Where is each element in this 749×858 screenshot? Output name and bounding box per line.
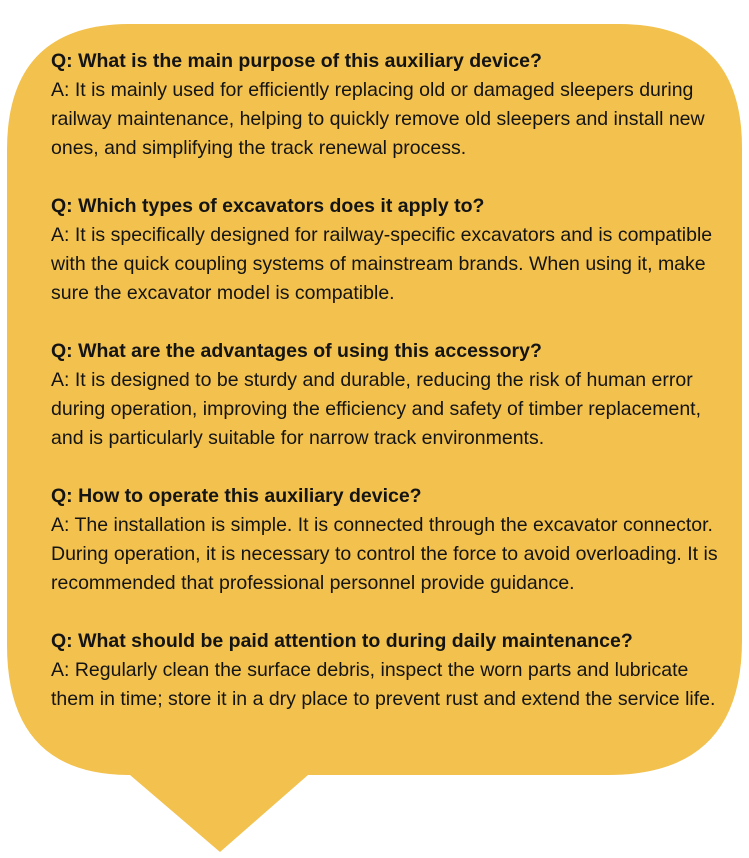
faq-question: Q: What is the main purpose of this auxiliary device? [51, 50, 542, 72]
faq-answer: A: It is mainly used for efficiently replacing old or damaged sleepers during railway maintenance, helping to quickly remove old sleepers and install new ones, and simplifying the track renewal process. [51, 79, 705, 159]
faq-item [51, 482, 736, 598]
faq-answer: A: The installation is simple. It is connected through the excavator connector. During operation, it is necessary to control the force to avoid overloading. It is recommended that professional personnel provide guidance. [51, 514, 718, 594]
faq-list [51, 47, 736, 714]
faq-question: Q: What are the advantages of using this accessory? [51, 340, 542, 362]
faq-question: Q: Which types of excavators does it apply to? [51, 195, 485, 217]
faq-answer: A: It is designed to be sturdy and durable, reducing the risk of human error during operation, improving the efficiency and safety of timber replacement, and is particularly suitable for narrow track environments. [51, 369, 701, 449]
faq-question: Q: What should be paid attention to during daily maintenance? [51, 630, 633, 652]
faq-item [51, 337, 736, 453]
faq-question: Q: How to operate this auxiliary device? [51, 485, 422, 507]
faq-item [51, 47, 736, 163]
faq-item [51, 627, 736, 714]
faq-item [51, 192, 736, 308]
faq-answer: A: Regularly clean the surface debris, inspect the worn parts and lubricate them in time; store it in a dry place to prevent rust and extend the service life. [51, 659, 716, 710]
faq-answer: A: It is specifically designed for railway-specific excavators and is compatible with the quick coupling systems of mainstream brands. When using it, make sure the excavator model is compatible. [51, 224, 713, 304]
